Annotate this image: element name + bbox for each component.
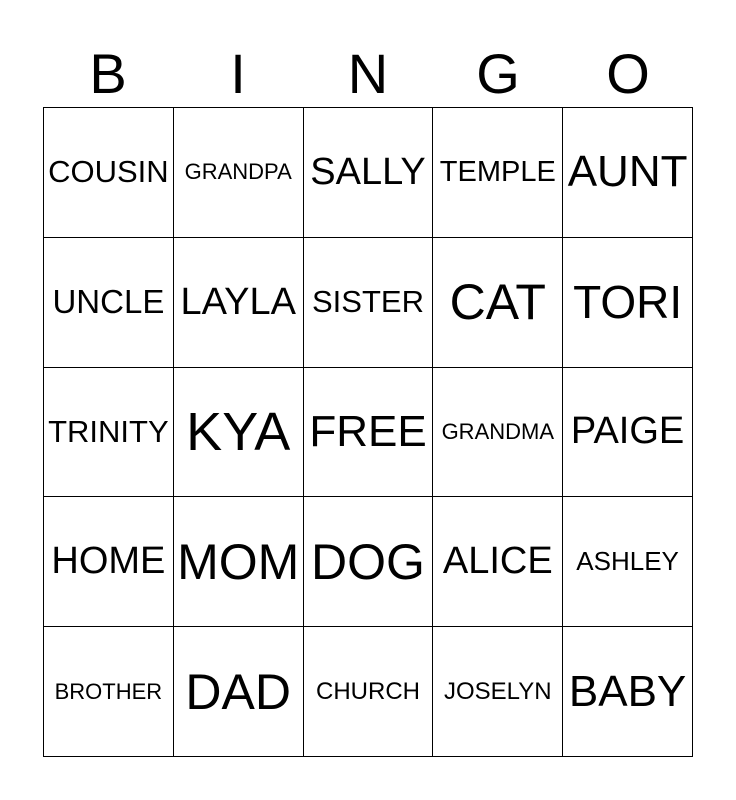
bingo-cell-r2-c2[interactable]: LAYLA [174, 238, 304, 368]
bingo-cell-r4-c4[interactable]: ALICE [433, 497, 563, 627]
bingo-cell-r5-c4[interactable]: JOSELYN [433, 627, 563, 757]
bingo-cell-r3-c2[interactable]: KYA [174, 368, 304, 498]
bingo-cell-r1-c1[interactable]: COUSIN [44, 108, 174, 238]
bingo-cell-r3-c3-free[interactable]: FREE [304, 368, 434, 498]
bingo-cell-r2-c5[interactable]: TORI [563, 238, 693, 368]
bingo-cell-r5-c1[interactable]: BROTHER [44, 627, 174, 757]
bingo-cell-r2-c3[interactable]: SISTER [304, 238, 434, 368]
bingo-cell-r3-c4[interactable]: GRANDMA [433, 368, 563, 498]
bingo-cell-r1-c3[interactable]: SALLY [304, 108, 434, 238]
bingo-cell-r4-c5[interactable]: ASHLEY [563, 497, 693, 627]
bingo-cell-r2-c4[interactable]: CAT [433, 238, 563, 368]
bingo-cell-r2-c1[interactable]: UNCLE [44, 238, 174, 368]
bingo-cell-r1-c5[interactable]: AUNT [563, 108, 693, 238]
header-letter-o: O [606, 42, 650, 105]
bingo-card-grid [43, 107, 693, 757]
bingo-cell-r4-c3[interactable]: DOG [304, 497, 434, 627]
bingo-cell-r1-c2[interactable]: GRANDPA [174, 108, 304, 238]
bingo-header [43, 40, 693, 108]
bingo-cell-r3-c1[interactable]: TRINITY [44, 368, 174, 498]
header-letter-i: I [230, 42, 246, 105]
bingo-cell-r5-c5[interactable]: BABY [563, 627, 693, 757]
bingo-cell-r4-c2[interactable]: MOM [174, 497, 304, 627]
bingo-cell-r1-c4[interactable]: TEMPLE [433, 108, 563, 238]
header-letter-b: B [89, 42, 127, 105]
bingo-cell-r3-c5[interactable]: PAIGE [563, 368, 693, 498]
header-letter-g: G [476, 42, 520, 105]
bingo-cell-r4-c1[interactable]: HOME [44, 497, 174, 627]
header-letter-n: N [347, 42, 389, 105]
bingo-cell-r5-c3[interactable]: CHURCH [304, 627, 434, 757]
bingo-cell-r5-c2[interactable]: DAD [174, 627, 304, 757]
